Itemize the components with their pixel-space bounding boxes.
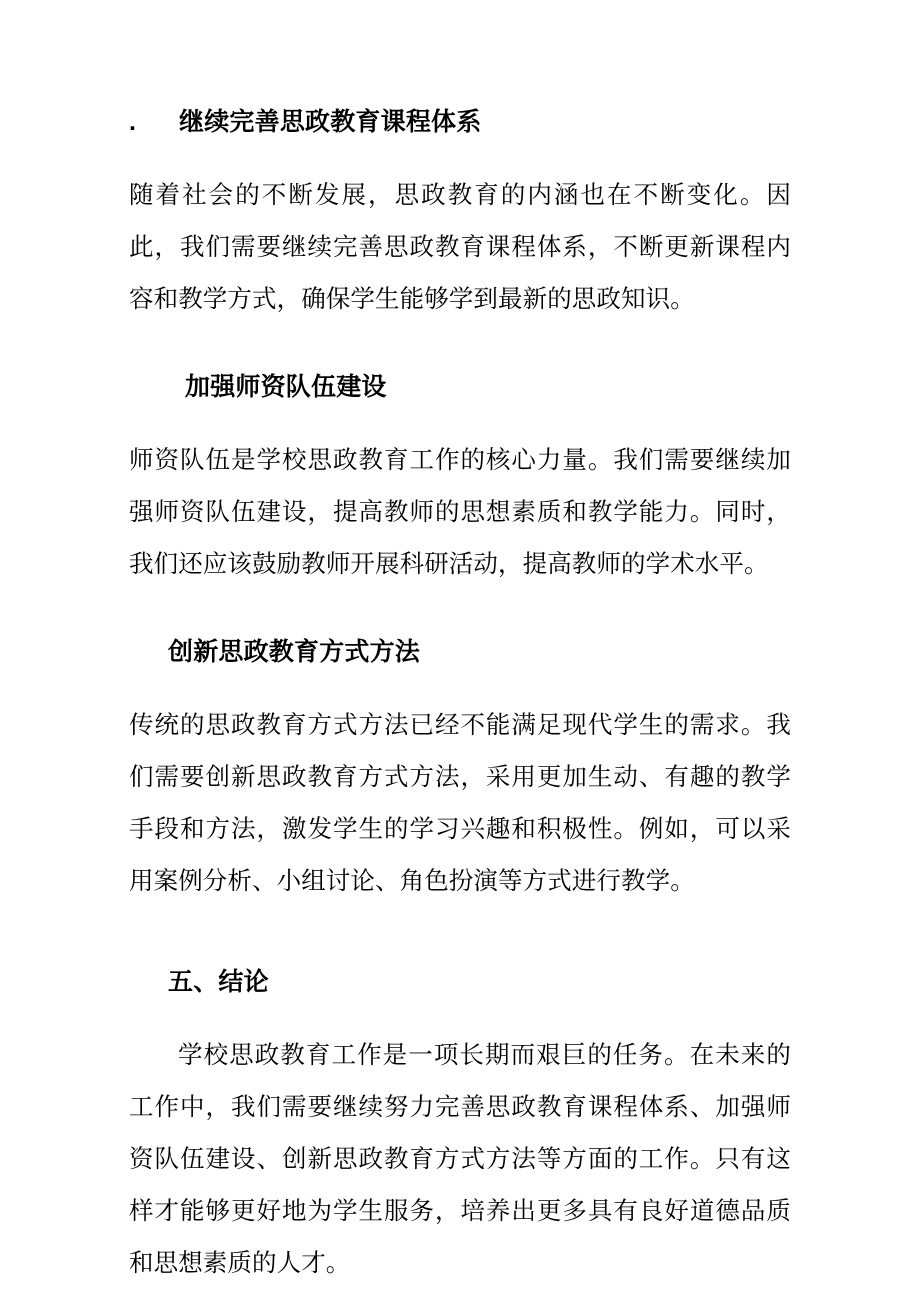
spacer <box>129 908 791 956</box>
spacer <box>129 678 791 700</box>
spacer <box>129 591 791 626</box>
section-heading-conclusion: 五、结论 <box>168 968 269 996</box>
document-body <box>129 96 791 1290</box>
section-heading-innovate-methods: 创新思政教育方式方法 <box>168 638 421 666</box>
paragraph-innovative-methods: 传统的思政教育方式方法已经不能满足现代学生的需求。我们需要创新思政教育方式方法，采用更加生动、有趣的教学手段和方法，激发学生的学习兴趣和积极性。例如，可以采用案例分析、小组讨论、角色扮演等方式进行教学。 <box>129 712 791 895</box>
list-bullet-marker: . <box>129 108 180 136</box>
paragraph-curriculum-system: 随着社会的不断发展，思政教育的内涵也在不断变化。因此，我们需要继续完善思政教育课程体系，不断更新课程内容和教学方式，确保学生能够学到最新的思政知识。 <box>129 182 791 313</box>
paragraph-faculty-building: 师资队伍是学校思政教育工作的核心力量。我们需要继续加强师资队伍建设，提高教师的思想素质和教学能力。同时，我们还应该鼓励教师开展科研活动，提高教师的学术水平。 <box>129 447 791 578</box>
spacer <box>129 326 791 361</box>
paragraph-conclusion: 学校思政教育工作是一项长期而艰巨的任务。在未来的工作中，我们需要继续努力完善思政教育课程体系、加强师资队伍建设、创新思政教育方式方法等方面的工作。只有这样才能够更好地为学生服务，培养出更多具有良好道德品质和思想素质的人才。 <box>129 1042 791 1277</box>
section-heading-strengthen-faculty: 加强师资队伍建设 <box>185 373 387 401</box>
section-heading-text: 继续完善思政教育课程体系 <box>179 108 482 136</box>
spacer <box>129 1008 791 1030</box>
spacer <box>129 413 791 435</box>
section-heading-continue-curriculum <box>129 96 791 148</box>
spacer <box>129 148 791 170</box>
